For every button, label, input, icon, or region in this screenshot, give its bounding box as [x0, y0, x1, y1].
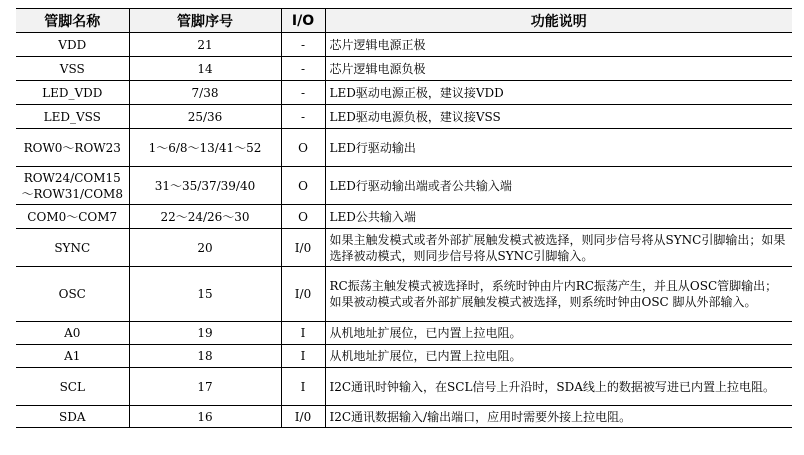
pin-name-cell: A1: [16, 345, 129, 368]
table-row: [16, 205, 792, 229]
header-row: [16, 9, 792, 33]
pin-name-cell: LED_VDD: [16, 81, 129, 105]
pin-table-body: [16, 33, 792, 428]
function-cell: I2C通讯数据输入/输出端口，应用时需要外接上拉电阻。: [325, 406, 792, 428]
table-row: [16, 129, 792, 167]
table-row: [16, 33, 792, 57]
table-row: [16, 322, 792, 345]
function-cell: LED行驱动输出端或者公共输入端: [325, 167, 792, 205]
function-cell: 从机地址扩展位，已内置上拉电阻。: [325, 345, 792, 368]
io-cell: O: [281, 167, 325, 205]
pin-number-cell: 19: [129, 322, 281, 345]
pin-number-cell: 21: [129, 33, 281, 57]
function-cell: LED行驱动输出: [325, 129, 792, 167]
io-cell: -: [281, 33, 325, 57]
pin-number-cell: 7/38: [129, 81, 281, 105]
table-row: [16, 368, 792, 406]
pin-name-cell: SDA: [16, 406, 129, 428]
io-cell: I/0: [281, 267, 325, 322]
pin-number-cell: 18: [129, 345, 281, 368]
table-row: [16, 229, 792, 267]
io-cell: I: [281, 368, 325, 406]
io-cell: -: [281, 81, 325, 105]
header-pin-number: 管脚序号: [129, 9, 281, 33]
pin-name-cell: LED_VSS: [16, 105, 129, 129]
io-cell: I/0: [281, 406, 325, 428]
pin-name-cell: VSS: [16, 57, 129, 81]
pin-name-cell: SYNC: [16, 229, 129, 267]
pin-number-cell: 15: [129, 267, 281, 322]
pin-number-cell: 25/36: [129, 105, 281, 129]
pin-number-cell: 20: [129, 229, 281, 267]
pin-table: [16, 8, 792, 428]
header-io: I/O: [281, 9, 325, 33]
function-cell: LED驱动电源负极，建议接VSS: [325, 105, 792, 129]
pin-number-cell: 14: [129, 57, 281, 81]
function-cell: 从机地址扩展位，已内置上拉电阻。: [325, 322, 792, 345]
table-row: [16, 57, 792, 81]
function-cell: 芯片逻辑电源正极: [325, 33, 792, 57]
table-row: [16, 406, 792, 428]
pin-table-header: [16, 9, 792, 33]
table-row: [16, 105, 792, 129]
pin-number-cell: 16: [129, 406, 281, 428]
table-row: [16, 81, 792, 105]
pin-name-cell: COM0～COM7: [16, 205, 129, 229]
pin-number-cell: 22～24/26～30: [129, 205, 281, 229]
function-cell: RC振荡主触发模式被选择时，系统时钟由片内RC振荡产生，并且从OSC管脚输出；如果被动模式或者外部扩展触发模式被选择，则系统时钟由OSC 脚从外部输入。: [325, 267, 792, 322]
io-cell: -: [281, 57, 325, 81]
pin-name-cell: A0: [16, 322, 129, 345]
function-cell: I2C通讯时钟输入，在SCL信号上升沿时，SDA线上的数据被写进已内置上拉电阻。: [325, 368, 792, 406]
pin-name-cell: ROW24/COM15～ROW31/COM8: [16, 167, 129, 205]
io-cell: O: [281, 205, 325, 229]
function-cell: 如果主触发模式或者外部扩展触发模式被选择，则同步信号将从SYNC引脚输出；如果选择被动模式，则同步信号将从SYNC引脚输入。: [325, 229, 792, 267]
pin-name-cell: ROW0～ROW23: [16, 129, 129, 167]
io-cell: I: [281, 322, 325, 345]
function-cell: LED公共输入端: [325, 205, 792, 229]
table-row: [16, 267, 792, 322]
pin-name-cell: OSC: [16, 267, 129, 322]
function-cell: 芯片逻辑电源负极: [325, 57, 792, 81]
pin-name-cell: SCL: [16, 368, 129, 406]
pin-name-cell: VDD: [16, 33, 129, 57]
io-cell: O: [281, 129, 325, 167]
pin-number-cell: 1～6/8～13/41～52: [129, 129, 281, 167]
header-pin-name: 管脚名称: [16, 9, 129, 33]
function-cell: LED驱动电源正极，建议接VDD: [325, 81, 792, 105]
header-function: 功能说明: [325, 9, 792, 33]
pin-number-cell: 31～35/37/39/40: [129, 167, 281, 205]
table-row: [16, 345, 792, 368]
io-cell: I: [281, 345, 325, 368]
table-row: [16, 167, 792, 205]
pin-number-cell: 17: [129, 368, 281, 406]
io-cell: -: [281, 105, 325, 129]
io-cell: I/0: [281, 229, 325, 267]
